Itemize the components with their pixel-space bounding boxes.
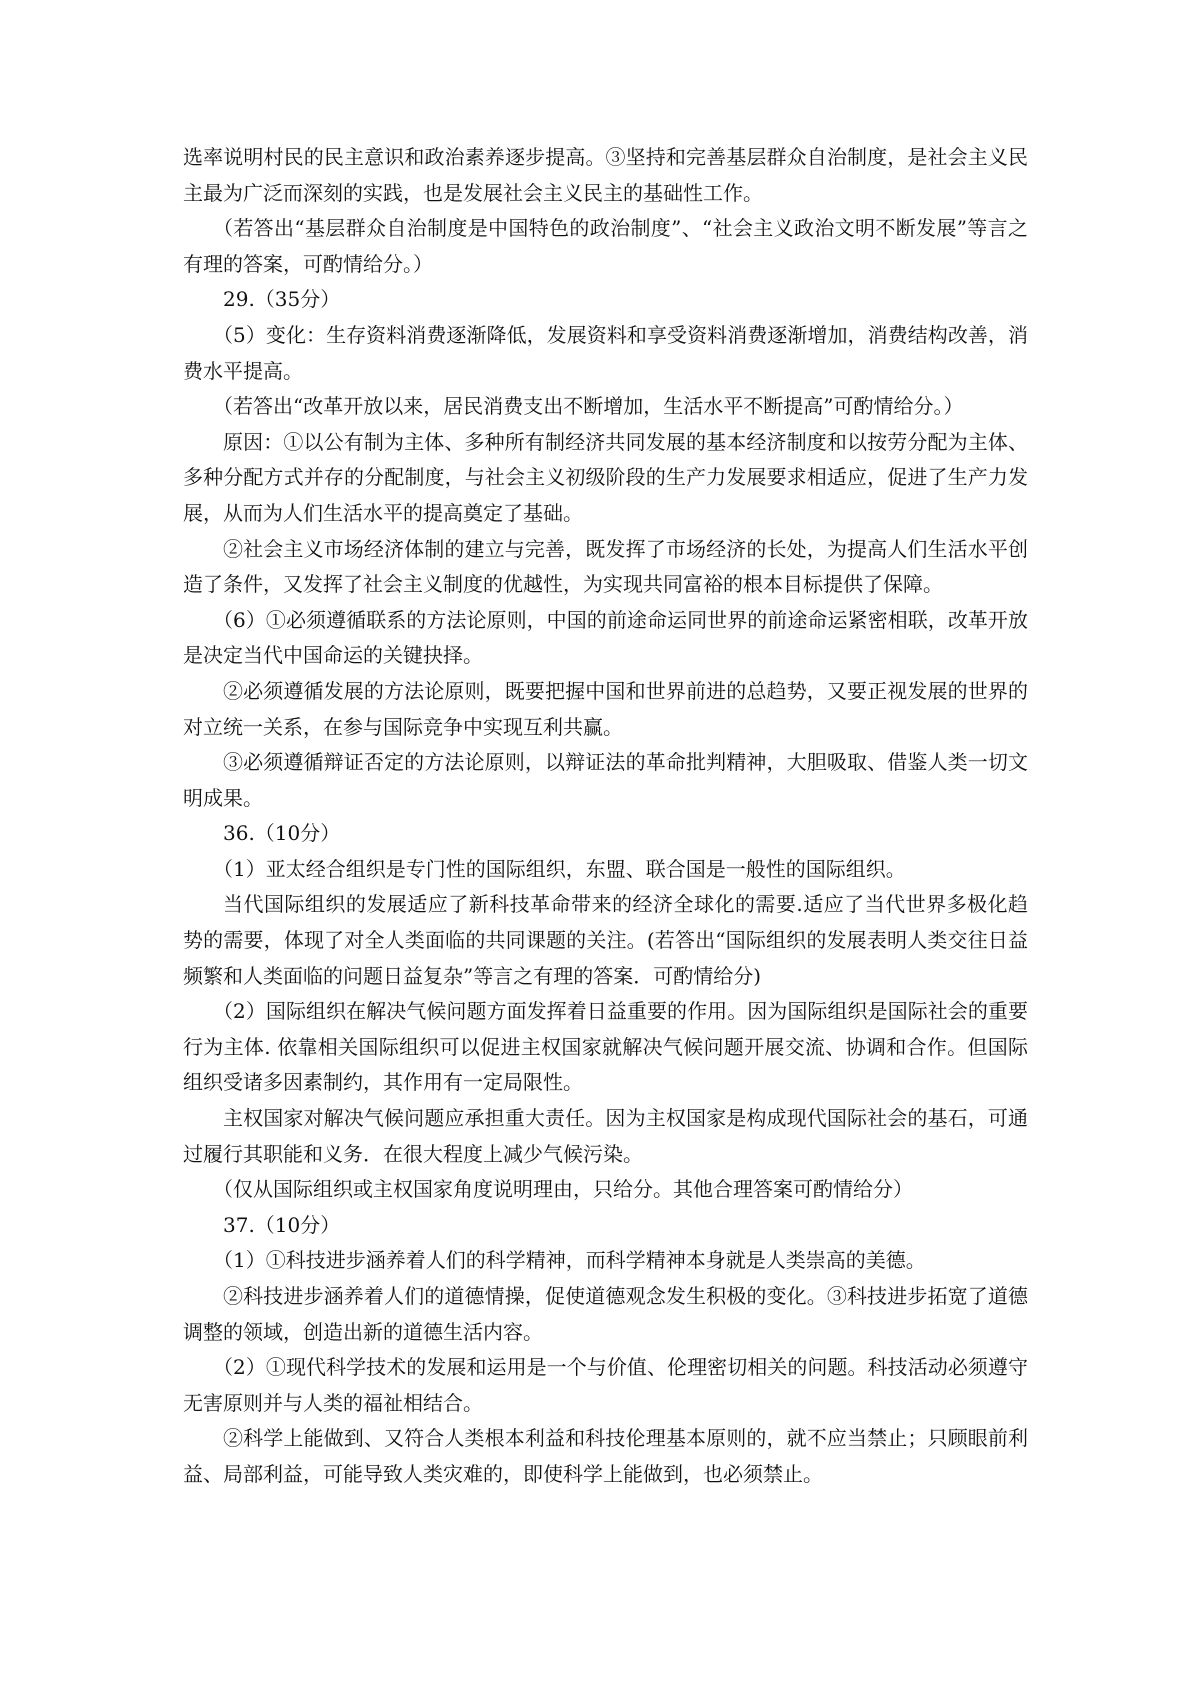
paragraph-20: （2）①现代科学技术的发展和运用是一个与价值、伦理密切相关的问题。科技活动必须遵守无害原则并与人类的福祉相结合。 bbox=[183, 1355, 1028, 1415]
paragraph-13: 当代国际组织的发展适应了新科技革命带来的经济全球化的需要.适应了当代世界多极化趋势的需要，体现了对全人类面临的共同课题的关注。(若答出“国际组织的发展表明人类交往日益频繁和人类面临的问题日益复杂”等言之有理的答案．可酌情给分) bbox=[183, 892, 1028, 988]
question-36-heading: 36.（10分） bbox=[223, 821, 341, 846]
paragraph-5: （若答出“改革开放以来，居民消费支出不断增加，生活水平不断提高”可酌情给分。） bbox=[213, 394, 964, 419]
paragraph-15: 主权国家对解决气候问题应承担重大责任。因为主权国家是构成现代国际社会的基石，可通过履行其职能和义务．在很大程度上减少气候污染。 bbox=[183, 1106, 1028, 1166]
paragraph-8: （6）①必须遵循联系的方法论原则，中国的前途命运同世界的前途命运紧密相联，改革开放是决定当代中国命运的关键抉择。 bbox=[183, 607, 1028, 668]
paragraph-18: （1）①科技进步涵养着人们的科学精神，而科学精神本身就是人类崇高的美德。 bbox=[213, 1248, 926, 1273]
paragraph-2: （若答出“基层群众自治制度是中国特色的政治制度”、“社会主义政治文明不断发展”等言之有理的答案，可酌情给分。） bbox=[183, 216, 1028, 276]
paragraph-12: （1）亚太经合组织是专门性的国际组织，东盟、联合国是一般性的国际组织。 bbox=[213, 856, 906, 881]
question-29-heading: 29.（35分） bbox=[223, 287, 341, 312]
paragraph-1: 选率说明村民的民主意识和政治素养逐步提高。③坚持和完善基层群众自治制度，是社会主义民主最为广泛而深刻的实践，也是发展社会主义民主的基础性工作。 bbox=[183, 145, 1028, 205]
answer-key-page bbox=[183, 140, 1028, 1493]
paragraph-10: ③必须遵循辩证否定的方法论原则，以辩证法的革命批判精神，大胆吸取、借鉴人类一切文明成果。 bbox=[183, 750, 1028, 810]
paragraph-16: （仅从国际组织或主权国家角度说明理由，只给分。其他合理答案可酌情给分） bbox=[213, 1177, 913, 1202]
paragraph-19: ②科技进步涵养着人们的道德情操，促使道德观念发生积极的变化。③科技进步拓宽了道德调整的领域，创造出新的道德生活内容。 bbox=[183, 1284, 1028, 1344]
question-37-heading: 37.（10分） bbox=[223, 1212, 341, 1237]
paragraph-6: 原因：①以公有制为主体、多种所有制经济共同发展的基本经济制度和以按劳分配为主体、多种分配方式并存的分配制度，与社会主义初级阶段的生产力发展要求相适应，促进了生产力发展，从而为人们生活水平的提高奠定了基础。 bbox=[183, 429, 1028, 525]
paragraph-4: （5）变化：生存资料消费逐渐降低，发展资料和享受资料消费逐渐增加，消费结构改善，消费水平提高。 bbox=[183, 322, 1028, 383]
paragraph-14: （2）国际组织在解决气候问题方面发挥着日益重要的作用。因为国际组织是国际社会的重要行为主体. 依靠相关国际组织可以促进主权国家就解决气候问题开展交流、协调和合作。但国际组织受诸多因素制约，其作用有一定局限性。 bbox=[183, 999, 1028, 1095]
paragraph-21: ②科学上能做到、又符合人类根本利益和科技伦理基本原则的，就不应当禁止；只顾眼前利益、局部利益，可能导致人类灾难的，即使科学上能做到，也必须禁止。 bbox=[183, 1426, 1028, 1486]
paragraph-7: ②社会主义市场经济体制的建立与完善，既发挥了市场经济的长处，为提高人们生活水平创造了条件，又发挥了社会主义制度的优越性，为实现共同富裕的根本目标提供了保障。 bbox=[183, 536, 1028, 597]
paragraph-9: ②必须遵循发展的方法论原则，既要把握中国和世界前进的总趋势，又要正视发展的世界的对立统一关系，在参与国际竞争中实现互利共赢。 bbox=[183, 678, 1028, 739]
